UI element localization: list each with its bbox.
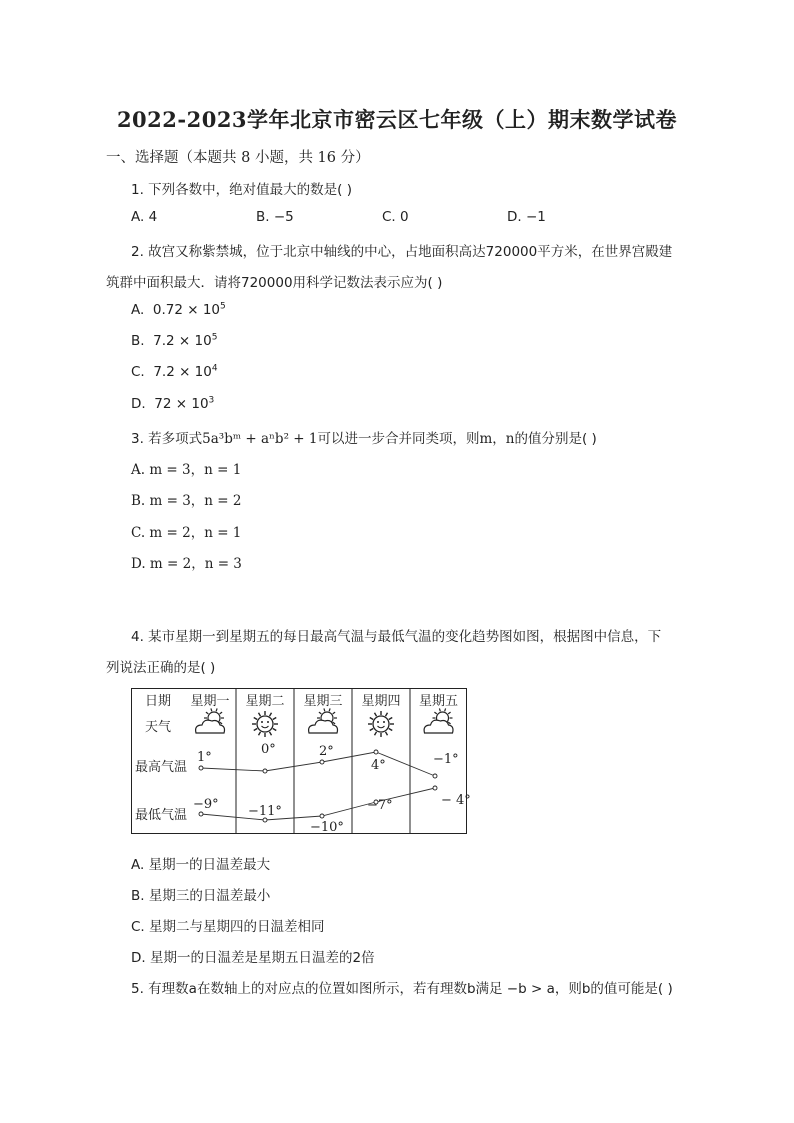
partly-cloudy-icon [309,708,338,733]
weather-icons [196,708,453,737]
q3-text-c: 的值分别是( ) [514,431,597,447]
row-label-weather: 天气 [145,720,172,735]
option-exponent: 4 [211,363,218,374]
sun-icon [368,711,394,737]
q4-option-b[interactable]: B. 星期三的日温差最小 [131,888,271,904]
option-base: 0.72 × 10 [152,302,221,318]
low-temp-label: −7° [367,798,393,813]
option-base: 7.2 × 10 [153,333,212,349]
option-exponent: 5 [211,332,218,343]
day-label: 星期五 [418,694,459,709]
q1-option-d[interactable]: D. −1 [507,209,546,225]
q3-polynomial: 5a³bᵐ + aⁿb² + 1 [202,431,318,447]
high-temp-point [374,750,378,754]
option-base: 7.2 × 10 [153,364,212,380]
high-temp-point [433,774,437,778]
q3-vars: m，n [479,431,515,447]
question-5-stem: 5. 有理数a在数轴上的对应点的位置如图所示，若有理数b满足 −b > a，则b的值可能是( ) [131,981,673,997]
low-temp-label: −11° [248,804,282,819]
q3-option-b[interactable]: B. m = 3，n = 2 [131,493,242,509]
low-temp-label: −9° [193,797,219,812]
q3-option-a[interactable]: A. m = 3，n = 1 [131,462,242,478]
row-label-low: 最低气温 [135,808,188,823]
high-temp-label: 0° [261,742,276,757]
option-base: 72 × 10 [154,396,209,412]
partly-cloudy-icon [424,708,453,733]
day-labels [190,694,458,709]
q1-option-b[interactable]: B. −5 [256,209,294,225]
low-temp-series [193,786,471,835]
day-label: 星期三 [303,694,343,709]
high-temp-label: 1° [197,750,212,765]
high-temp-point [199,766,203,770]
option-exponent: 3 [208,395,215,406]
low-temp-label: −10° [310,820,344,835]
q1-option-a[interactable]: A. 4 [131,209,158,225]
question-4-stem-line2: 列说法正确的是( ) [106,660,216,676]
high-temp-label: 2° [319,744,334,759]
question-1-stem: 1. 下列各数中，绝对值最大的数是( ) [131,182,352,198]
high-temp-point [320,760,324,764]
high-temp-point [263,769,267,773]
temperature-chart-svg [131,688,471,835]
low-temp-point [199,812,203,816]
page-title: 2022-2023学年北京市密云区七年级（上）期末数学试卷 [116,107,678,132]
low-temp-label: − 4° [441,793,471,808]
sun-icon [252,711,278,737]
question-2-stem-line1: 2. 故宫又称紫禁城，位于北京中轴线的中心，占地面积高达720000平方米，在世界宫殿建 [131,244,673,260]
low-temp-point [433,786,437,790]
row-label-high: 最高气温 [135,760,188,775]
q2-option-c[interactable] [131,364,218,380]
question-2-stem-line2: 筑群中面积最大．请将720000用科学记数法表示应为( ) [106,275,443,291]
option-label: D. [131,396,146,412]
day-label: 星期二 [245,694,285,709]
option-exponent: 5 [220,301,226,312]
q3-text-b: 可以进一步合并同类项，则 [317,431,480,447]
option-label: C. [131,364,145,380]
option-label: A. [131,302,145,318]
row-label-date: 日期 [145,694,172,709]
q2-option-a[interactable] [131,302,226,318]
day-label: 星期一 [190,694,230,709]
partly-cloudy-icon [196,708,225,733]
high-temp-label: 4° [371,758,386,773]
q2-option-b[interactable] [131,333,217,349]
q4-option-c[interactable]: C. 星期二与星期四的日温差相同 [131,919,325,935]
option-label: B. [131,333,145,349]
q3-option-d[interactable]: D. m = 2，n = 3 [131,556,242,572]
question-3-stem [131,427,597,447]
q2-option-d[interactable] [131,396,214,412]
q3-option-c[interactable]: C. m = 2，n = 1 [131,525,242,541]
q4-option-a[interactable]: A. 星期一的日温差最大 [131,857,271,873]
day-label: 星期四 [361,694,401,709]
low-temp-point [320,814,324,818]
q3-text-a: 3. 若多项式 [131,431,203,447]
section-heading: 一、选择题（本题共 8 小题，共 16 分） [106,150,370,166]
high-temp-label: −1° [433,752,459,767]
question-4-stem-line1: 4. 某市星期一到星期五的每日最高气温与最低气温的变化趋势图如图，根据图中信息，下 [131,629,662,645]
q1-option-c[interactable]: C. 0 [382,209,409,225]
q4-option-d[interactable]: D. 星期一的日温差是星期五日温差的2倍 [131,950,375,966]
temperature-chart [131,688,471,835]
